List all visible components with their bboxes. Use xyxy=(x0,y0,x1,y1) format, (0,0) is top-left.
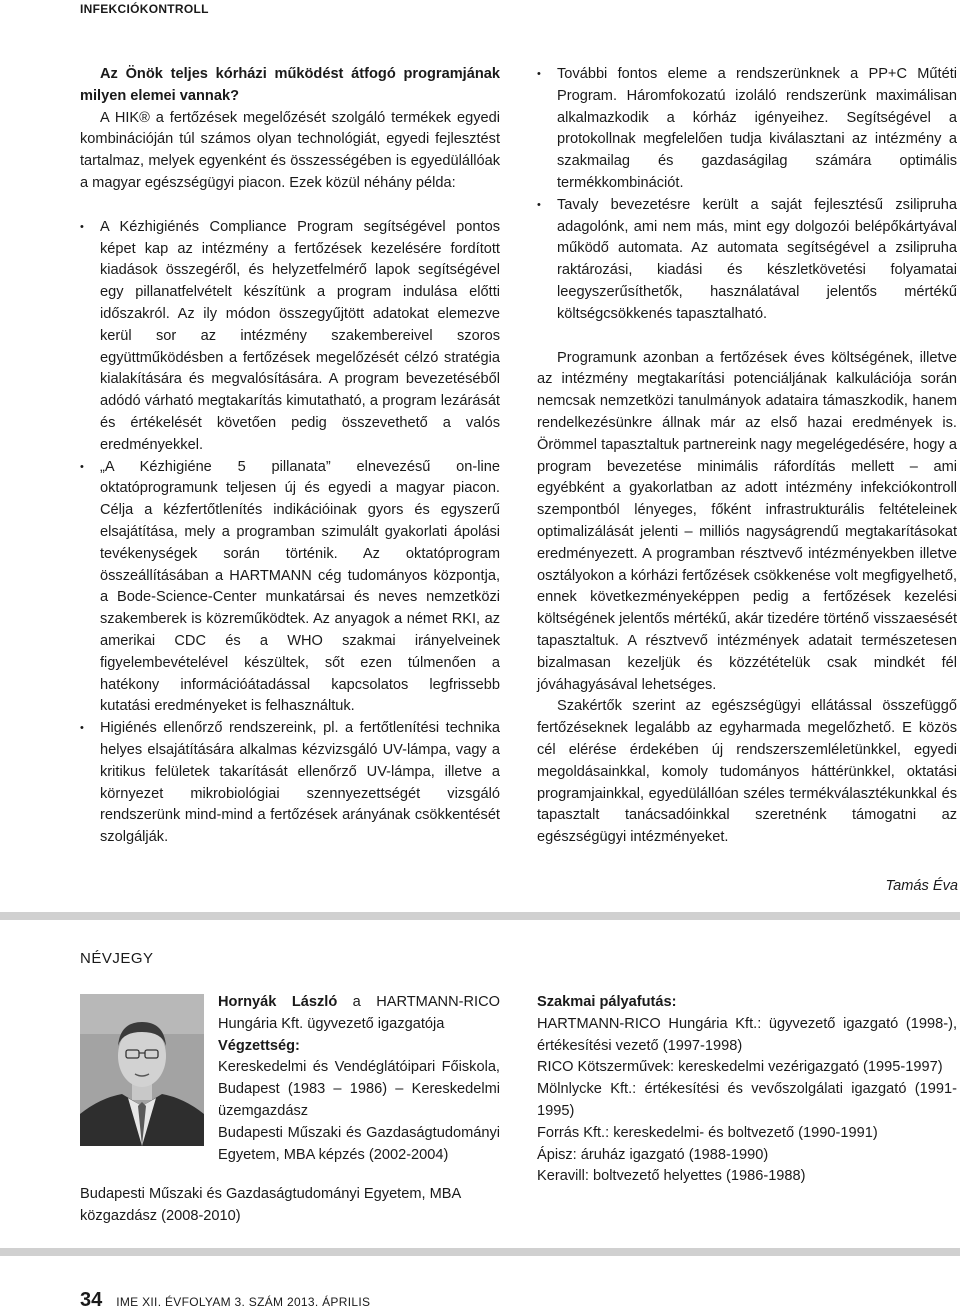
list-item: • „A Kézhigiéne 5 pillanata” elnevezésű on-line oktatóprogramunk teljesen új és egyedi a magyar piacon. Célja a kézfertőtlenítés indikációinak gyors és egyszerű elsajátítása, mely a programban szimulált gyakorlati ápolási tevékenységek során történik. Az oktatóprogram összeállításában a HARTMANN cég tudományos központja, a Bode-Science-Center munkatársai és neves nemzetközi szakemberek is közreműködtek. Az anyagok a német RKI, az amerikai CDC és a WHO szakmai irányelveinek figyelembevételével készültek, sőt ezen túlmenően a hatékony információátadással kapcsolatos legfrissebb kutatási eredményeket is felhasználtuk. xyxy=(80,457,500,719)
right-column xyxy=(537,64,957,849)
career-item: HARTMANN-RICO Hungária Kft.: ügyvezető igazgató (1998-), értékesítési vezető (1997-1998) xyxy=(537,1015,957,1054)
article-author: Tamás Éva xyxy=(885,878,958,894)
list-item: • További fontos eleme a rendszerünknek a PP+C Műtéti Program. Háromfokozatú izoláló rendszerünk maximálisan alkalmazkodik a kórház igényeihez. Segítségével a protokollnak megfelelően tudja kiválasztani az intézmény a szakmailag és gazdaságilag számára optimális termékkombinációt. xyxy=(537,64,957,195)
list-item: • A Kézhigiénés Compliance Program segítségével pontos képet kap az intézmény a fertőzések kezelésére fordított kiadások összegéről, és helyzetfelmérő lapok segítségével egy pillanatfelvételt készítünk a program indulása előtti időszakról. Az ily módon összegyűjtött adatokat elemezve kerül sor az intézmény szakembereivel szoros együttműködésben a fertőzések megelőzését célzó stratégia kialakítására és megvalósítására. A program bevezetéséből adódó várható megtakarítás kimutatható, a program lezárását és értékelését követően pedig összevethető a valós eredményekkel. xyxy=(80,217,500,457)
body-paragraph: Programunk azonban a fertőzések éves költségének, illetve az intézmény megtakarítási potenciáljának kalkulációja során nemcsak nemzetközi tanulmányok adataira támaszkodik, hanem rendelkezésünkre állnak már az első hazai eredmények is. Örömmel tapasztaltuk partnereink nagy megelégedésére, hogy a program bevezetése minimális ráfordítás mellett – ami egyébként a gyakorlatban az adott intézmény infekciókontroll szempontból lényeges, főként infrastrukturális feltételeinek optimalizálását jelenti – milliós nagyságrendű megtakarításokat eredményezett. A programban résztvevő intézményekben illetve osztályokon a kórházi fertőzések csökkenése volt megfigyelhető, ennek következményeképpen pedig a fertőzések kezelési költségének jelentős mértékű, akár tizedére történő visszaesését tapasztaltuk. A résztvevő intézmények adatait természetesen bizalmasan kezeljük és közzétételük csak mindkét fél jóváhagyásával lehetséges. xyxy=(537,349,957,693)
body-paragraph: Szakértők szerint az egészségügyi ellátással összefüggő fertőzéseknek legalább az egyharmada megelőzhető. E közös cél elérése érdekében új rendszerszemléletünkkel, egyedi megoldásainkkal, komoly tudományos háttérünkkel, oktatási programjainkkal, egyedülállóan széles termékválasztékunkkal és tapasztalt tanácsadóinkkal szeretnénk támogatni az egészségügyi intézményeket. xyxy=(537,698,957,846)
person-position: a HARTMANN-RICO Hungária Kft. ügyvezető igazgatója xyxy=(218,994,500,1032)
bio-career xyxy=(537,992,957,1188)
career-item: RICO Kötszerművek: kereskedelmi vezérigazgató (1995-1997) xyxy=(537,1059,943,1076)
section-header: INFEKCIÓKONTROLL xyxy=(80,2,209,16)
page-footer xyxy=(80,1289,370,1312)
career-label: Szakmai pályafutás: xyxy=(537,994,677,1010)
education-item: Budapesti Műszaki és Gazdaságtudományi Egyetem, MBA közgazdász (2008-2010) xyxy=(80,1186,461,1224)
left-bullet-list xyxy=(80,217,500,849)
left-column xyxy=(80,64,500,849)
publication-info: IME XII. ÉVFOLYAM 3. SZÁM 2013. ÁPRILIS xyxy=(116,1295,371,1309)
divider xyxy=(0,912,960,920)
career-item: Forrás Kft.: kereskedelmi- és boltvezető (1990-1991) xyxy=(537,1124,878,1141)
bio-education xyxy=(218,992,500,1166)
divider xyxy=(0,1248,960,1256)
portrait-image xyxy=(80,994,204,1146)
business-card-title: NÉVJEGY xyxy=(80,950,154,967)
right-bullet-list xyxy=(537,64,957,326)
career-item: Ápisz: áruház igazgató (1988-1990) xyxy=(537,1146,769,1163)
education-label: Végzettség: xyxy=(218,1037,300,1054)
bio-education-last xyxy=(80,1184,500,1228)
list-item: • Tavaly bevezetésre került a saját fejlesztésű zsilipruha adagolónk, ami nem más, mint egy dolgozói belépőkártyával működő automata. Az automata segítségével a zsilipruha raktározási, kiadási és készletkövetési folyamatai leegyszerűsíthetők, használatával jelentős mértékű költségcsökkenés tapasztalható. xyxy=(537,195,957,326)
list-item: • Higiénés ellenőrző rendszereink, pl. a fertőtlenítési technika helyes elsajátítására alkalmas kézvizsgáló UV-lámpa, vagy a kritikus felületek takarítását ellenőrző UV-lámpa, illetve a környezet mikrobiológiai szennyezettségét vizsgáló rendszerünk mind-mind a fertőzések arányának csökkentését szolgálják. xyxy=(80,718,500,849)
intro-paragraph: A HIK® a fertőzések megelőzését szolgáló termékek egyedi kombinációján túl számos olyan technológiát, egyedi fejlesztést tartalmaz, melyek egyenként és összességében is egyedülállóak a magyar egészségügyi piacon. Ezek közül néhány példa: xyxy=(80,109,500,191)
education-item: Kereskedelmi és Vendéglátóipari Főiskola, Budapest (1983 – 1986) – Kereskedelmi üzemgazdász xyxy=(218,1059,500,1119)
page-number: 34 xyxy=(80,1289,103,1311)
career-item: Keravill: boltvezető helyettes (1986-1988) xyxy=(537,1168,806,1185)
education-item: Budapesti Műszaki és Gazdaságtudományi Egyetem, MBA képzés (2002-2004) xyxy=(218,1124,500,1163)
portrait-photo xyxy=(80,994,204,1146)
interview-question: Az Önök teljes kórházi működést átfogó programjának milyen elemei vannak? xyxy=(80,66,500,104)
career-item: Mölnlycke Kft.: értékesítési és vevőszolgálati igazgató (1991-1995) xyxy=(537,1081,957,1119)
person-name: Hornyák László xyxy=(218,994,338,1010)
